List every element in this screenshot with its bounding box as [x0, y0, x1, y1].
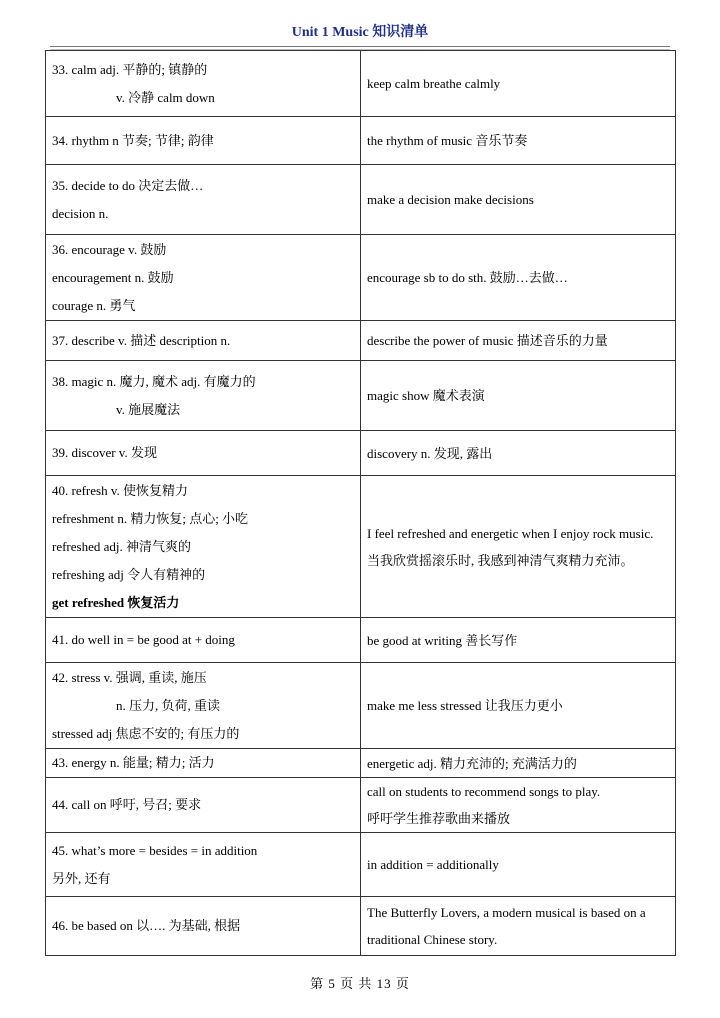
- term-cell: [46, 361, 361, 431]
- term-line: 41. do well in = be good at + doing: [52, 632, 235, 647]
- table-row: [46, 897, 676, 956]
- example-line: make me less stressed 让我压力更小: [367, 698, 563, 713]
- term-line: 另外, 还有: [52, 870, 111, 886]
- term-line: 39. discover v. 发现: [52, 445, 157, 460]
- header-divider: [50, 46, 670, 47]
- term-line: 34. rhythm n 节奏; 节律; 韵律: [52, 132, 214, 148]
- table-row: [46, 235, 676, 321]
- example-cell: [361, 897, 676, 956]
- term-cell: [46, 117, 361, 165]
- term-line: 37. describe v. 描述 description n.: [52, 332, 231, 348]
- example-line: 呼吁学生推荐歌曲来播放: [367, 811, 511, 826]
- term-cell: [46, 51, 361, 117]
- term-cell: [46, 663, 361, 749]
- term-line: refreshed adj. 神清气爽的: [52, 538, 191, 554]
- term-cell: [46, 431, 361, 476]
- table-row: [46, 321, 676, 361]
- table-row: [46, 663, 676, 749]
- term-cell: [46, 165, 361, 235]
- term-cell: [46, 321, 361, 361]
- term-line: encouragement n. 鼓励: [52, 269, 174, 285]
- term-line: stressed adj 焦虑不安的; 有压力的: [52, 725, 240, 741]
- table-row: [46, 618, 676, 663]
- example-line: The Butterfly Lovers, a modern musical is based on a traditional Chinese story.: [367, 905, 646, 947]
- term-line: refreshing adj 令人有精神的: [52, 566, 206, 582]
- example-line: encourage sb to do sth. 鼓励…去做…: [367, 270, 568, 285]
- term-cell: [46, 749, 361, 778]
- example-line: energetic adj. 精力充沛的; 充满活力的: [367, 755, 577, 771]
- vocabulary-table: [45, 50, 676, 956]
- term-cell: [46, 618, 361, 663]
- term-line: 45. what’s more = besides = in addition: [52, 842, 258, 858]
- table-row: [46, 833, 676, 897]
- example-cell: [361, 618, 676, 663]
- table-row: [46, 117, 676, 165]
- term-line: 36. encourage v. 鼓励: [52, 241, 167, 257]
- term-line: 38. magic n. 魔力, 魔术 adj. 有魔力的: [52, 373, 256, 389]
- table-row: [46, 778, 676, 833]
- term-line: 43. energy n. 能量; 精力; 活力: [52, 755, 215, 770]
- example-line: discovery n. 发现, 露出: [367, 445, 493, 461]
- term-cell: [46, 897, 361, 956]
- example-cell: [361, 51, 676, 117]
- table-row: [46, 476, 676, 618]
- term-line: 46. be based on 以…. 为基础, 根据: [52, 918, 241, 933]
- example-line: I feel refreshed and energetic when I enjoy rock music.: [367, 525, 654, 541]
- example-cell: [361, 778, 676, 833]
- example-line: describe the power of music 描述音乐的力量: [367, 333, 608, 348]
- example-line: call on students to recommend songs to play.: [367, 784, 601, 799]
- term-cell: [46, 235, 361, 321]
- page-number: 第 5 页 共 13 页: [310, 976, 410, 991]
- term-line: v. 冷静 calm down: [116, 89, 215, 105]
- table-row: [46, 749, 676, 778]
- table-row: [46, 361, 676, 431]
- term-cell: [46, 476, 361, 618]
- example-line: in addition = additionally: [367, 857, 499, 872]
- table-row: [46, 51, 676, 117]
- example-cell: [361, 165, 676, 235]
- term-line: 40. refresh v. 使恢复精力: [52, 482, 188, 498]
- example-cell: [361, 833, 676, 897]
- term-line: 33. calm adj. 平静的; 镇静的: [52, 61, 208, 77]
- term-line: refreshment n. 精力恢复; 点心; 小吃: [52, 510, 249, 526]
- example-line: make a decision make decisions: [367, 192, 534, 207]
- term-line: 35. decide to do 决定去做…: [52, 177, 204, 193]
- example-line: the rhythm of music 音乐节奏: [367, 133, 528, 148]
- example-cell: [361, 235, 676, 321]
- example-cell: [361, 361, 676, 431]
- term-line: get refreshed 恢复活力: [52, 594, 180, 610]
- page-title: Unit 1 Music 知识清单: [291, 25, 429, 40]
- example-cell: [361, 117, 676, 165]
- table-row: [46, 431, 676, 476]
- term-line: n. 压力, 负荷, 重读: [116, 697, 221, 713]
- term-line: decision n.: [52, 205, 109, 221]
- example-cell: [361, 749, 676, 778]
- term-cell: [46, 833, 361, 897]
- example-cell: [361, 476, 676, 618]
- example-cell: [361, 431, 676, 476]
- example-cell: [361, 321, 676, 361]
- example-line: 当我欣赏摇滚乐时, 我感到神清气爽精力充沛。: [367, 552, 634, 568]
- term-line: courage n. 勇气: [52, 297, 136, 313]
- term-line: 42. stress v. 强调, 重读, 施压: [52, 669, 207, 685]
- example-cell: [361, 663, 676, 749]
- term-line: 44. call on 呼吁, 号召; 要求: [52, 797, 202, 812]
- example-line: keep calm breathe calmly: [367, 76, 501, 91]
- term-cell: [46, 778, 361, 833]
- example-line: be good at writing 善长写作: [367, 632, 518, 648]
- term-line: v. 施展魔法: [116, 401, 181, 417]
- table-row: [46, 165, 676, 235]
- example-line: magic show 魔术表演: [367, 388, 485, 403]
- vocabulary-table-body: [46, 51, 676, 956]
